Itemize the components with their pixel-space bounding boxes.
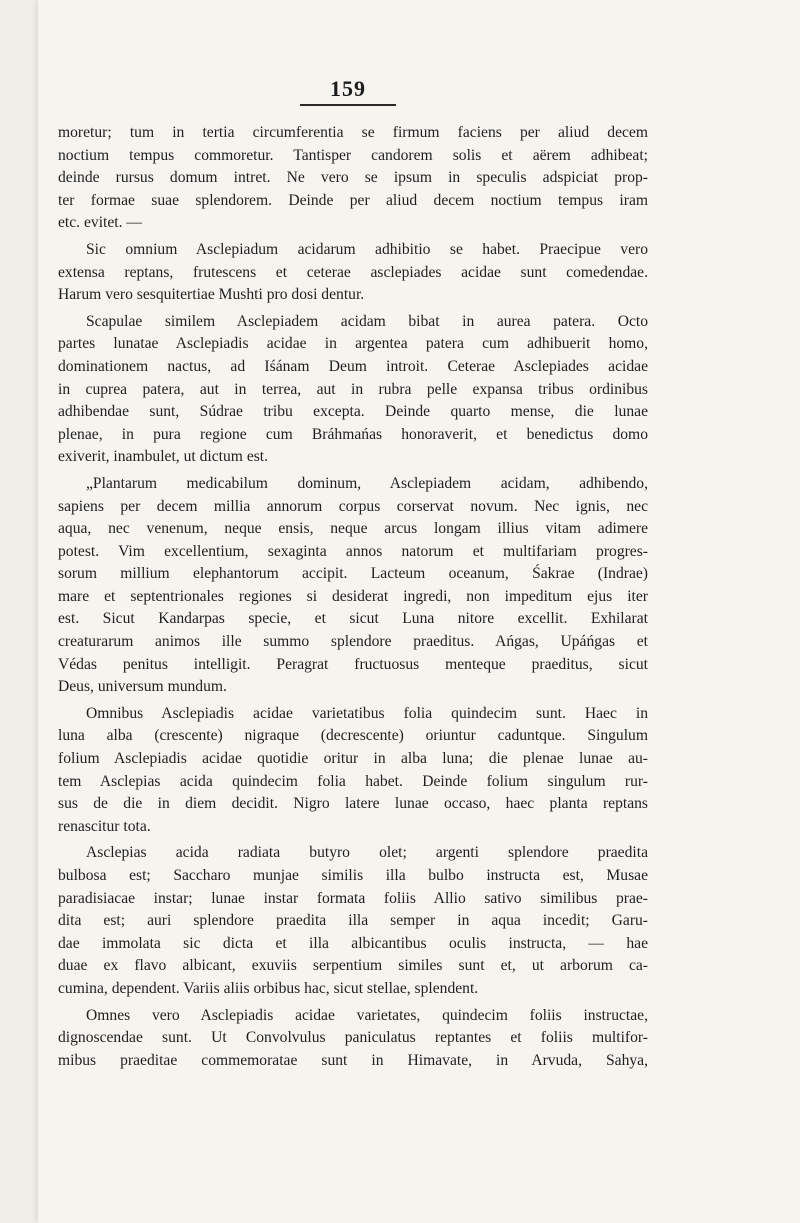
text-line: duae ex flavo albicant, exuviis serpentium similes sunt et, ut arborum ca- <box>58 957 648 975</box>
text-line: etc. evitet. — <box>58 214 142 232</box>
text-line: Sic omnium Asclepiadum acidarum adhibitio se habet. Praecipue vero <box>86 240 648 258</box>
text-line: bulbosa est; Saccharo munjae similis illa bulbo instructa est, Musae <box>58 867 648 884</box>
text-line: „Plantarum medicabilum dominum, Asclepiadem acidam, adhibendo, <box>86 474 648 492</box>
text-line: Omnibus Asclepiadis acidae varietatibus folia quindecim sunt. Haec in <box>86 704 648 722</box>
text-line: Deus, universum mundum. <box>58 678 227 696</box>
text-line: mare et septentrionales regiones si desiderat ingredi, non impeditum ejus iter <box>58 587 648 605</box>
text-line: extensa reptans, frutescens et ceterae asclepiades acidae sunt comedendae. <box>58 263 648 281</box>
text-line: mibus praeditae commemoratae sunt in Himavate, in Arvuda, Sahya, <box>58 1051 648 1069</box>
page-header <box>300 76 396 106</box>
text-line: cumina, dependent. Variis aliis orbibus hac, sicut stellae, splendent. <box>58 979 479 997</box>
text-line: in cuprea patera, aut in terrea, aut in rubra pelle expansa tribus ordinibus <box>58 380 648 398</box>
text-line: moretur; tum in tertia circumferentia se firmum faciens per aliud decem <box>58 124 648 141</box>
text-line: dignoscendae sunt. Ut Convolvulus paniculatus reptantes et foliis multifor- <box>58 1029 648 1047</box>
text-line: exiverit, inambulet, ut dictum est. <box>58 448 269 466</box>
text-line: renascitur tota. <box>58 817 151 835</box>
text-line: Védas penitus intelligit. Peragrat fructuosus menteque praeditus, sicut <box>58 655 648 673</box>
text-line: Asclepias acida radiata butyro olet; argenti splendore praedita <box>86 844 648 862</box>
header-rule <box>300 104 396 106</box>
text-line: Omnes vero Asclepiadis acidae varietates, quindecim foliis instructae, <box>86 1006 648 1024</box>
text-line: sus de die in diem decidit. Nigro latere lunae occaso, haec planta reptans <box>58 795 648 813</box>
text-line: ter formae suae splendorem. Deinde per aliud decem noctium tempus iram <box>58 191 648 209</box>
text-line: est. Sicut Kandarpas specie, et sicut Luna nitore excellit. Exhilarat <box>58 610 648 628</box>
text-line: folium Asclepiadis acidae quotidie oritur in alba luna; die plenae lunae au- <box>58 750 648 768</box>
text-line: creaturarum animos ille summo splendore praeditus. Ańgas, Upáńgas et <box>58 633 648 651</box>
text-line: noctium tempus commoretur. Tantisper candorem solis et aërem adhibeat; <box>58 146 648 164</box>
text-line: Harum vero sesquitertiae Mushti pro dosi dentur. <box>58 286 365 304</box>
text-line: paradisiacae instar; lunae instar formata foliis Allio sativo similibus prae- <box>58 889 648 907</box>
text-line: dita est; auri splendore praedita illa semper in aqua incedit; Garu- <box>58 912 648 930</box>
text-line: dominationem nactus, ad Iśánam Deum introit. Ceterae Asclepiades acidae <box>58 357 648 375</box>
text-line: plenae, in pura regione cum Bráhmańas honoraverit, et benedictus domo <box>58 425 648 443</box>
text-line: potest. Vim excellentium, sexaginta annos natorum et multifariam progres- <box>58 542 648 560</box>
body-text <box>58 122 648 1072</box>
book-page <box>38 0 800 1223</box>
text-line: aqua, nec venenum, neque ensis, neque arcus longam illius vitam adimere <box>58 520 648 538</box>
text-line: partes lunatae Asclepiadis acidae in argentea patera cum adhibuerit homo, <box>58 335 648 353</box>
text-line: Scapulae similem Asclepiadem acidam bibat in aurea patera. Octo <box>86 312 648 330</box>
text-line: sorum millium elephantorum accipit. Lacteum oceanum, Śakrae (Indrae) <box>58 565 648 583</box>
text-line: dae immolata sic dicta et illa albicantibus oculis instructa, — hae <box>58 934 648 952</box>
text-line: tem Asclepias acida quindecim folia habet. Deinde folium singulum rur- <box>58 772 648 790</box>
text-line: adhibendae sunt, Súdrae tribu excepta. Deinde quarto mense, die lunae <box>58 403 648 421</box>
text-line: deinde rursus domum intret. Ne vero se ipsum in speculis adspiciat prop- <box>58 169 648 187</box>
text-line: sapiens per decem millia annorum corpus corservat novum. Nec ignis, nec <box>58 497 648 515</box>
page-number: 159 <box>330 76 366 101</box>
text-line: luna alba (crescente) nigraque (decrescente) oriuntur caduntque. Singulum <box>58 727 648 745</box>
